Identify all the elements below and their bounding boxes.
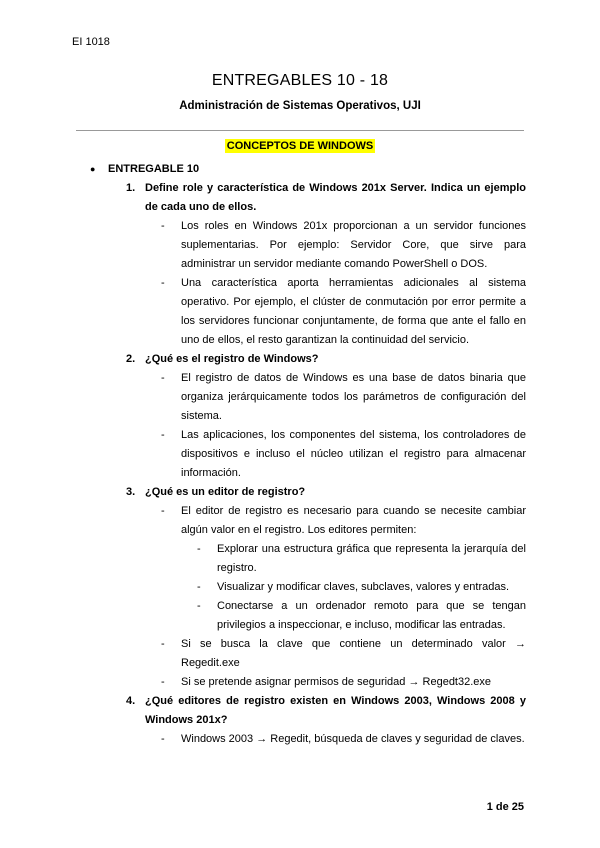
answer-bullet bbox=[161, 635, 526, 673]
dash-icon: - bbox=[161, 277, 165, 289]
question-text: Define role y característica de Windows 201x Server. Indica un ejemplo de cada uno de ellos. bbox=[145, 182, 526, 213]
question-1 bbox=[126, 179, 526, 217]
answer-text: Windows 2003 → Regedit, búsqueda de claves y seguridad de claves. bbox=[181, 733, 525, 745]
document-title: ENTREGABLES 10 - 18 bbox=[211, 72, 389, 89]
answer-bullet bbox=[161, 673, 526, 692]
document-subtitle: Administración de Sistemas Operativos, UJI bbox=[179, 100, 421, 112]
question-2 bbox=[126, 350, 526, 369]
dash-icon: - bbox=[161, 372, 165, 384]
question-number: 2. bbox=[126, 353, 136, 365]
dash-icon: - bbox=[161, 429, 165, 441]
answer-text: El registro de datos de Windows es una base de datos binaria que organiza jerárquicamente todos los parámetros de configuración del sistema. bbox=[181, 372, 526, 422]
dash-icon: - bbox=[161, 676, 165, 688]
answer-text: Si se pretende asignar permisos de seguridad → Regedt32.exe bbox=[181, 676, 492, 688]
bullet-dot-icon: ● bbox=[90, 164, 96, 174]
dash-icon: - bbox=[161, 220, 165, 232]
dash-icon: - bbox=[197, 581, 201, 593]
section-title bbox=[0, 140, 600, 152]
answer-text: Una característica aporta herramientas adicionales al sistema operativo. Por ejemplo, el clúster de conmutación por error permite a los servidores funcionar conjuntamente, de forma que ante el fallo en uno de ellos, el resto garantizan la continuidad del servicio. bbox=[181, 277, 526, 346]
sub-bullet bbox=[197, 597, 526, 635]
dash-icon: - bbox=[161, 733, 165, 745]
dash-icon: - bbox=[161, 638, 165, 650]
question-number: 3. bbox=[126, 486, 136, 498]
answer-text: Los roles en Windows 201x proporcionan a un servidor funciones suplementarias. Por ejemplo: Servidor Core, que sirve para administrar un servidor mediante comando PowerShell o DOS. bbox=[181, 220, 526, 270]
answer-bullet bbox=[161, 274, 526, 350]
page-header: EI 1018 bbox=[72, 36, 110, 48]
question-3 bbox=[126, 483, 526, 502]
answer-text: Si se busca la clave que contiene un determinado valor → Regedit.exe bbox=[181, 638, 526, 669]
answer-bullet bbox=[161, 502, 526, 540]
answer-bullet bbox=[161, 369, 526, 426]
dash-icon: - bbox=[197, 543, 201, 555]
sub-bullet-text: Explorar una estructura gráfica que representa la jerarquía del registro. bbox=[217, 543, 526, 574]
sub-bullet-text: Conectarse a un ordenador remoto para que se tengan privilegios a inspeccionar, e incluso, modificar las entradas. bbox=[217, 600, 526, 631]
section-title-highlight: CONCEPTOS DE WINDOWS bbox=[226, 140, 374, 152]
question-text: ¿Qué es el registro de Windows? bbox=[145, 353, 319, 365]
document-body bbox=[0, 160, 600, 749]
answer-bullet bbox=[161, 426, 526, 483]
horizontal-rule bbox=[76, 130, 524, 131]
answer-text: Las aplicaciones, los componentes del sistema, los controladores de dispositivos e incluso el núcleo utilizan el registro para almacenar información. bbox=[181, 429, 526, 479]
question-text: ¿Qué es un editor de registro? bbox=[145, 486, 306, 498]
answer-text: El editor de registro es necesario para cuando se necesite cambiar algún valor en el registro. Los editores permiten: bbox=[181, 505, 526, 536]
question-number: 1. bbox=[126, 182, 136, 194]
answer-bullet bbox=[161, 730, 526, 749]
page-number: 1 de 25 bbox=[486, 801, 524, 813]
dash-icon: - bbox=[197, 600, 201, 612]
answer-bullet bbox=[161, 217, 526, 274]
entregable-heading bbox=[90, 160, 600, 179]
question-4 bbox=[126, 692, 526, 730]
sub-bullet-text: Visualizar y modificar claves, subclaves, valores y entradas. bbox=[217, 581, 510, 593]
question-text: ¿Qué editores de registro existen en Windows 2003, Windows 2008 y Windows 201x? bbox=[145, 695, 526, 726]
sub-bullet bbox=[197, 540, 526, 578]
question-number: 4. bbox=[126, 695, 136, 707]
dash-icon: - bbox=[161, 505, 165, 517]
entregable-label: ENTREGABLE 10 bbox=[108, 163, 200, 175]
sub-bullet bbox=[197, 578, 526, 597]
